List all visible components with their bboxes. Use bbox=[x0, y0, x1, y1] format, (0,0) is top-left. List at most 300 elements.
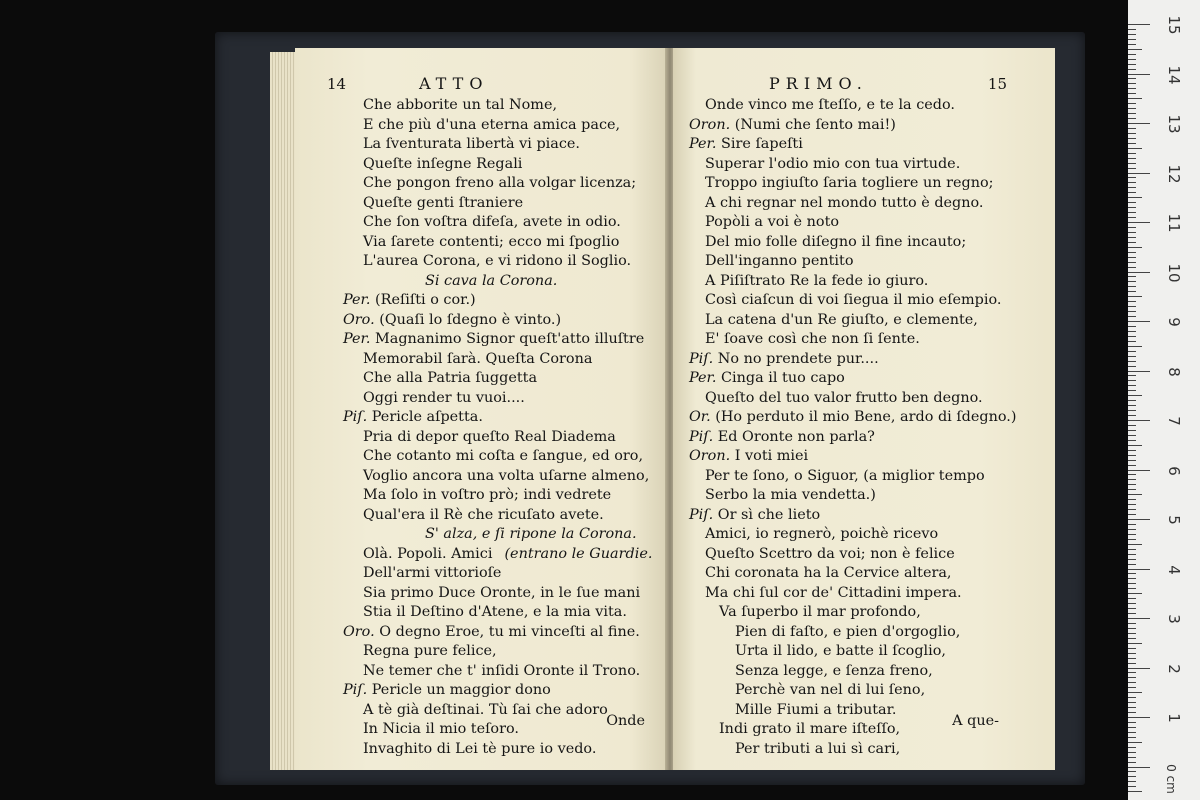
text-line bbox=[673, 740, 1055, 760]
right-page-text bbox=[673, 96, 1055, 759]
ruler-tick bbox=[1128, 306, 1136, 307]
text-line bbox=[673, 584, 1055, 604]
ruler-tick bbox=[1128, 420, 1150, 421]
verse-text: Stia il Deſtino d'Atene, e la mia vita. bbox=[363, 604, 627, 620]
ruler-number: 15 bbox=[1165, 15, 1183, 35]
ruler-tick bbox=[1128, 415, 1136, 416]
ruler-tick bbox=[1128, 786, 1136, 787]
ruler-tick bbox=[1128, 158, 1136, 159]
ruler-tick bbox=[1128, 430, 1136, 431]
ruler-tick bbox=[1128, 395, 1142, 396]
verse-text: (Quaſi lo ſdegno è vinto.) bbox=[379, 311, 562, 328]
verse-text: Troppo ingiuſto ſaria togliere un regno; bbox=[705, 175, 994, 191]
ruler-tick bbox=[1128, 752, 1136, 753]
ruler-tick bbox=[1128, 400, 1136, 401]
verse-text: No no prendete pur.... bbox=[717, 350, 879, 367]
verse-text: La ſventurata libertà vi piace. bbox=[363, 136, 580, 152]
verse-text: Così ciaſcun di voi ſiegua il mio eſempio. bbox=[705, 292, 1002, 308]
speaker-label: Piſ. bbox=[343, 409, 368, 425]
ruler-tick bbox=[1128, 465, 1136, 466]
verse-text: Onde vinco me ſteſſo, e te la cedo. bbox=[705, 97, 955, 113]
speaker-label: Or. bbox=[689, 409, 711, 425]
ruler-tick bbox=[1128, 791, 1142, 792]
verse-text: Che alla Patria ſuggetta bbox=[363, 370, 538, 386]
text-line bbox=[673, 389, 1055, 409]
ruler-number: 5 bbox=[1165, 515, 1183, 525]
ruler-tick bbox=[1128, 187, 1136, 188]
ruler-tick bbox=[1128, 118, 1136, 119]
ruler-number: 13 bbox=[1165, 114, 1183, 134]
ruler-tick bbox=[1128, 554, 1136, 555]
text-line bbox=[673, 174, 1055, 194]
verse-text: Dell'armi vittorioſe bbox=[363, 565, 502, 581]
verse-text: La catena d'un Re giuſto, e clemente, bbox=[705, 311, 978, 328]
verse-text: Via ſarete contenti; ecco mi ſpoglio bbox=[363, 233, 620, 250]
verse-text: Perchè van nel di lui ſeno, bbox=[735, 682, 926, 698]
running-head: PRIMO. bbox=[769, 74, 868, 93]
verse-text: Invaghito di Lei tè pure io vedo. bbox=[363, 740, 597, 757]
ruler-tick bbox=[1128, 133, 1136, 134]
text-line bbox=[673, 213, 1055, 233]
verse-text: A tè già deſtinai. Tù ſai che adoro bbox=[363, 701, 608, 718]
ruler-tick bbox=[1128, 321, 1150, 322]
ruler-tick bbox=[1128, 489, 1136, 490]
ruler-tick bbox=[1128, 697, 1136, 698]
ruler-tick bbox=[1128, 569, 1150, 570]
speaker-label: Oro. bbox=[343, 623, 375, 640]
ruler-tick bbox=[1128, 544, 1142, 545]
ruler-tick bbox=[1128, 593, 1142, 594]
ruler-tick bbox=[1128, 549, 1136, 550]
verse-text: Ne temer che t' inſidi Oronte il Trono. bbox=[363, 662, 641, 679]
ruler-tick bbox=[1128, 296, 1142, 297]
text-line bbox=[295, 330, 667, 350]
text-line bbox=[673, 291, 1055, 311]
ruler-tick bbox=[1128, 618, 1150, 619]
ruler-tick bbox=[1128, 143, 1136, 144]
ruler-tick bbox=[1128, 276, 1136, 277]
verse-text: Voglio ancora una volta uſarne almeno, bbox=[363, 467, 650, 484]
ruler-tick bbox=[1128, 88, 1136, 89]
text-line bbox=[295, 642, 667, 662]
ruler-tick bbox=[1128, 24, 1150, 25]
ruler-tick bbox=[1128, 237, 1136, 238]
ruler-tick bbox=[1128, 702, 1136, 703]
ruler-tick bbox=[1128, 380, 1136, 381]
text-line bbox=[295, 135, 667, 155]
verse-text: Pericle aſpetta. bbox=[371, 409, 483, 425]
text-line bbox=[295, 213, 667, 233]
text-line bbox=[673, 135, 1055, 155]
text-line bbox=[673, 311, 1055, 331]
ruler-tick bbox=[1128, 633, 1136, 634]
verse-text: Che pongon freno alla volgar licenza; bbox=[363, 175, 637, 191]
text-line bbox=[673, 603, 1055, 623]
speaker-label: Piſ. bbox=[689, 428, 714, 445]
ruler-number: 9 bbox=[1165, 317, 1183, 327]
ruler-tick bbox=[1128, 83, 1136, 84]
ruler-tick bbox=[1128, 588, 1136, 589]
ruler-tick bbox=[1128, 39, 1136, 40]
verse-text: Chi coronata ha la Cervice altera, bbox=[705, 565, 952, 581]
ruler-tick bbox=[1128, 182, 1136, 183]
verse-text: (Numi che ſento mai!) bbox=[734, 116, 896, 133]
ruler-tick bbox=[1128, 138, 1136, 139]
ruler-tick bbox=[1128, 153, 1136, 154]
text-line bbox=[673, 369, 1055, 389]
ruler-tick bbox=[1128, 247, 1142, 248]
ruler-tick bbox=[1128, 346, 1142, 347]
ruler-tick bbox=[1128, 103, 1136, 104]
ruler-tick bbox=[1128, 29, 1136, 30]
verse-text: Oggi render tu vuoi.... bbox=[363, 389, 525, 406]
ruler-tick bbox=[1128, 672, 1136, 673]
catchword: A que- bbox=[952, 713, 999, 729]
verse-text: A Piſiſtrato Re la fede io giuro. bbox=[705, 272, 929, 289]
ruler-tick bbox=[1128, 405, 1136, 406]
ruler-tick bbox=[1128, 767, 1150, 768]
verse-text: Olà. Popoli. Amici bbox=[363, 545, 493, 562]
ruler-tick bbox=[1128, 484, 1136, 485]
text-line bbox=[295, 291, 667, 311]
ruler-tick bbox=[1128, 227, 1136, 228]
text-line bbox=[295, 584, 667, 604]
ruler-tick bbox=[1128, 564, 1136, 565]
ruler-number: 8 bbox=[1165, 366, 1183, 377]
ruler-tick bbox=[1128, 519, 1150, 520]
text-line bbox=[673, 525, 1055, 545]
ruler-tick bbox=[1128, 499, 1136, 500]
verse-text: Serbo la mia vendetta.) bbox=[705, 487, 876, 503]
ruler-tick bbox=[1128, 148, 1142, 149]
ruler-tick bbox=[1128, 692, 1142, 693]
verse-text: (Ho perduto il mio Bene, ardo di ſdegno.) bbox=[715, 409, 1017, 425]
ruler-tick bbox=[1128, 648, 1136, 649]
ruler-tick bbox=[1128, 207, 1136, 208]
text-line bbox=[295, 447, 667, 467]
text-line bbox=[673, 681, 1055, 701]
ruler-tick bbox=[1128, 163, 1136, 164]
text-line bbox=[295, 623, 667, 643]
ruler-tick bbox=[1128, 747, 1136, 748]
verse-text: Regna pure felice, bbox=[363, 643, 497, 659]
verse-text: A chi regnar nel mondo tutto è degno. bbox=[705, 194, 984, 211]
ruler-tick bbox=[1128, 658, 1136, 659]
ruler-tick bbox=[1128, 390, 1136, 391]
verse-text: E' ſoave così che non ſi ſente. bbox=[705, 331, 920, 347]
ruler-tick bbox=[1128, 44, 1136, 45]
ruler-number: 10 bbox=[1165, 262, 1183, 283]
ruler-tick bbox=[1128, 128, 1136, 129]
text-line bbox=[673, 116, 1055, 136]
ruler-tick bbox=[1128, 559, 1136, 560]
ruler-tick bbox=[1128, 177, 1136, 178]
ruler-tick bbox=[1128, 123, 1150, 124]
verse-text: Magnanimo Signor queſt'atto illuſtre bbox=[375, 331, 645, 347]
verse-text: Queſto del tuo valor frutto ben degno. bbox=[705, 389, 983, 406]
verse-text: E che più d'una eterna amica pace, bbox=[363, 116, 621, 133]
ruler-tick bbox=[1128, 460, 1136, 461]
text-line bbox=[673, 662, 1055, 682]
verse-text: Sia primo Duce Oronte, in le ſue mani bbox=[363, 584, 641, 601]
ruler-tick bbox=[1128, 514, 1136, 515]
verse-text: Pria di depor queſto Real Diadema bbox=[363, 428, 616, 445]
ruler-tick bbox=[1128, 687, 1136, 688]
text-line bbox=[295, 272, 667, 292]
text-line bbox=[295, 194, 667, 214]
ruler-tick bbox=[1128, 529, 1136, 530]
text-line bbox=[295, 174, 667, 194]
ruler-tick bbox=[1128, 371, 1150, 372]
ruler-tick bbox=[1128, 113, 1136, 114]
verse-text: Popòli a voi è noto bbox=[705, 214, 840, 230]
speaker-label: Oron. bbox=[689, 448, 731, 464]
text-line bbox=[673, 350, 1055, 370]
ruler-tick bbox=[1128, 69, 1136, 70]
ruler-tick bbox=[1128, 435, 1136, 436]
speaker-label: Per. bbox=[343, 331, 371, 347]
verse-text: I voti miei bbox=[734, 448, 809, 464]
verse-text: In Nicia il mio teſoro. bbox=[363, 721, 519, 737]
verse-text: Or sì che lieto bbox=[717, 506, 821, 523]
ruler-tick bbox=[1128, 272, 1150, 273]
text-line bbox=[295, 525, 667, 545]
ruler-tick bbox=[1128, 242, 1136, 243]
ruler-tick bbox=[1128, 450, 1136, 451]
ruler-tick bbox=[1128, 603, 1136, 604]
ruler-unit: 0 cm bbox=[1164, 764, 1179, 794]
verse-text: Che ſon voſtra difeſa, avete in odio. bbox=[363, 214, 621, 230]
text-line bbox=[673, 564, 1055, 584]
ruler-tick bbox=[1128, 653, 1136, 654]
ruler-tick bbox=[1128, 732, 1136, 733]
text-line bbox=[673, 252, 1055, 272]
verse-text: L'aurea Corona, e vi ridono il Soglio. bbox=[363, 253, 632, 269]
ruler-tick bbox=[1128, 742, 1142, 743]
ruler-tick bbox=[1128, 623, 1136, 624]
ruler-tick bbox=[1128, 479, 1136, 480]
ruler-tick bbox=[1128, 608, 1136, 609]
ruler-tick bbox=[1128, 78, 1136, 79]
ruler-tick bbox=[1128, 281, 1136, 282]
text-line bbox=[295, 369, 667, 389]
text-line bbox=[673, 447, 1055, 467]
measuring-ruler bbox=[1128, 0, 1200, 800]
text-line bbox=[673, 330, 1055, 350]
ruler-tick bbox=[1128, 192, 1136, 193]
ruler-tick bbox=[1128, 727, 1136, 728]
ruler-tick bbox=[1128, 717, 1150, 718]
verse-text: Che abborite un tal Nome, bbox=[363, 97, 558, 113]
speaker-label: Per. bbox=[689, 136, 717, 152]
ruler-tick bbox=[1128, 331, 1136, 332]
speaker-label: Piſ. bbox=[689, 506, 714, 523]
ruler-tick bbox=[1128, 583, 1136, 584]
ruler-tick bbox=[1128, 578, 1136, 579]
ruler-tick bbox=[1128, 445, 1142, 446]
speaker-label: Piſ. bbox=[689, 350, 714, 367]
left-page-header bbox=[295, 74, 667, 96]
ruler-tick bbox=[1128, 257, 1136, 258]
ruler-tick bbox=[1128, 49, 1142, 50]
ruler-number: 11 bbox=[1165, 213, 1183, 233]
verse-text: Queſto Scettro da voi; non è felice bbox=[705, 545, 955, 562]
text-line bbox=[673, 428, 1055, 448]
verse-text: Che cotanto mi coſta e ſangue, ed oro, bbox=[363, 448, 644, 464]
verse-text: Ed Oronte non parla? bbox=[717, 428, 875, 445]
ruler-number: 6 bbox=[1165, 465, 1183, 476]
ruler-tick bbox=[1128, 781, 1136, 782]
speaker-label: Oron. bbox=[689, 116, 731, 133]
ruler-tick bbox=[1128, 351, 1136, 352]
ruler-tick bbox=[1128, 286, 1136, 287]
stage-aside: (entrano le Guardie. bbox=[504, 545, 653, 562]
ruler-tick bbox=[1128, 707, 1136, 708]
ruler-tick bbox=[1128, 668, 1150, 669]
speaker-label: Piſ. bbox=[343, 682, 368, 698]
ruler-tick bbox=[1128, 573, 1136, 574]
ruler-tick bbox=[1128, 316, 1136, 317]
text-line bbox=[673, 623, 1055, 643]
ruler-tick bbox=[1128, 677, 1136, 678]
ruler-tick bbox=[1128, 366, 1136, 367]
ruler-tick bbox=[1128, 440, 1136, 441]
verse-text: Mille Fiumi a tributar. bbox=[735, 701, 897, 718]
text-line bbox=[295, 96, 667, 116]
ruler-tick bbox=[1128, 375, 1136, 376]
text-line bbox=[673, 233, 1055, 253]
ruler-tick bbox=[1128, 638, 1136, 639]
verse-text: Ma chi ſul cor de' Cittadini impera. bbox=[705, 584, 962, 601]
verse-text: Pien di faſto, e pien d'orgoglio, bbox=[735, 623, 961, 640]
text-line bbox=[295, 681, 667, 701]
ruler-tick bbox=[1128, 267, 1136, 268]
text-line bbox=[295, 350, 667, 370]
ruler-tick bbox=[1128, 737, 1136, 738]
text-line bbox=[295, 116, 667, 136]
text-line bbox=[295, 564, 667, 584]
page-number: 14 bbox=[327, 75, 347, 93]
text-line bbox=[673, 408, 1055, 428]
ruler-tick bbox=[1128, 311, 1136, 312]
ruler-tick bbox=[1128, 108, 1136, 109]
text-line bbox=[295, 155, 667, 175]
ruler-tick bbox=[1128, 361, 1136, 362]
ruler-tick bbox=[1128, 494, 1142, 495]
right-page-header bbox=[673, 74, 1055, 96]
ruler-tick bbox=[1128, 682, 1136, 683]
text-line bbox=[673, 272, 1055, 292]
ruler-tick bbox=[1128, 628, 1136, 629]
text-line bbox=[295, 467, 667, 487]
text-line bbox=[673, 155, 1055, 175]
ruler-tick bbox=[1128, 197, 1142, 198]
ruler-tick bbox=[1128, 722, 1136, 723]
verse-text: Superar l'odio mio con tua virtude. bbox=[705, 155, 961, 172]
ruler-number: 3 bbox=[1165, 614, 1183, 624]
ruler-tick bbox=[1128, 262, 1136, 263]
ruler-tick bbox=[1128, 232, 1136, 233]
right-page bbox=[673, 48, 1055, 770]
ruler-tick bbox=[1128, 410, 1136, 411]
ruler-number: 7 bbox=[1165, 416, 1183, 426]
ruler-tick bbox=[1128, 425, 1136, 426]
verse-text: Dell'inganno pentito bbox=[705, 253, 854, 269]
ruler-tick bbox=[1128, 643, 1142, 644]
ruler-tick bbox=[1128, 326, 1136, 327]
ruler-tick bbox=[1128, 504, 1136, 505]
ruler-tick bbox=[1128, 598, 1136, 599]
speaker-label: Per. bbox=[343, 292, 371, 308]
ruler-tick bbox=[1128, 93, 1136, 94]
left-page-text bbox=[295, 96, 667, 759]
text-line bbox=[295, 252, 667, 272]
text-line bbox=[673, 642, 1055, 662]
catchword: Onde bbox=[606, 713, 645, 729]
ruler-tick bbox=[1128, 771, 1136, 772]
ruler-tick bbox=[1128, 173, 1150, 174]
stage-direction: Si cava la Corona. bbox=[425, 272, 558, 289]
ruler-tick bbox=[1128, 455, 1136, 456]
ruler-tick bbox=[1128, 474, 1136, 475]
ruler-tick bbox=[1128, 534, 1136, 535]
text-line bbox=[295, 428, 667, 448]
speaker-label: Per. bbox=[689, 370, 717, 386]
ruler-tick bbox=[1128, 757, 1136, 758]
text-line bbox=[673, 545, 1055, 565]
ruler-tick bbox=[1128, 539, 1136, 540]
text-line bbox=[295, 506, 667, 526]
text-line bbox=[295, 545, 667, 565]
text-line bbox=[295, 311, 667, 331]
ruler-tick bbox=[1128, 59, 1136, 60]
text-line bbox=[295, 662, 667, 682]
verse-text: Amici, io regnerò, poichè ricevo bbox=[705, 526, 939, 542]
verse-text: Del mio folle diſegno il fine incauto; bbox=[705, 233, 967, 250]
text-line bbox=[673, 506, 1055, 526]
text-line bbox=[295, 740, 667, 760]
ruler-tick bbox=[1128, 336, 1136, 337]
text-line bbox=[673, 194, 1055, 214]
ruler-tick bbox=[1128, 776, 1136, 777]
verse-text: Queſte genti ſtraniere bbox=[363, 194, 524, 211]
ruler-tick bbox=[1128, 217, 1136, 218]
text-line bbox=[295, 233, 667, 253]
verse-text: Cinga il tuo capo bbox=[721, 370, 845, 386]
verse-text: Memorabil ſarà. Queſta Corona bbox=[363, 350, 593, 367]
verse-text: Senza legge, e ſenza freno, bbox=[735, 662, 933, 679]
ruler-tick bbox=[1128, 385, 1136, 386]
verse-text: Urta il lido, e batte il ſcoglio, bbox=[735, 643, 946, 659]
ruler-tick bbox=[1128, 34, 1136, 35]
stage-direction: S' alza, e ſi ripone la Corona. bbox=[425, 526, 637, 542]
ruler-tick bbox=[1128, 613, 1136, 614]
ruler-tick bbox=[1128, 222, 1150, 223]
text-line bbox=[295, 389, 667, 409]
page-number: 15 bbox=[987, 75, 1007, 93]
text-line bbox=[295, 603, 667, 623]
ruler-number: 1 bbox=[1165, 713, 1183, 723]
text-line bbox=[295, 408, 667, 428]
text-line bbox=[673, 467, 1055, 487]
ruler-tick bbox=[1128, 252, 1136, 253]
ruler-tick bbox=[1128, 663, 1136, 664]
verse-text: Indi grato il mare iſteſſo, bbox=[719, 721, 901, 737]
ruler-tick bbox=[1128, 524, 1136, 525]
ruler-number: 12 bbox=[1165, 163, 1183, 184]
left-page bbox=[295, 48, 667, 770]
verse-text: Va ſuperbo il mar profondo, bbox=[719, 604, 921, 620]
